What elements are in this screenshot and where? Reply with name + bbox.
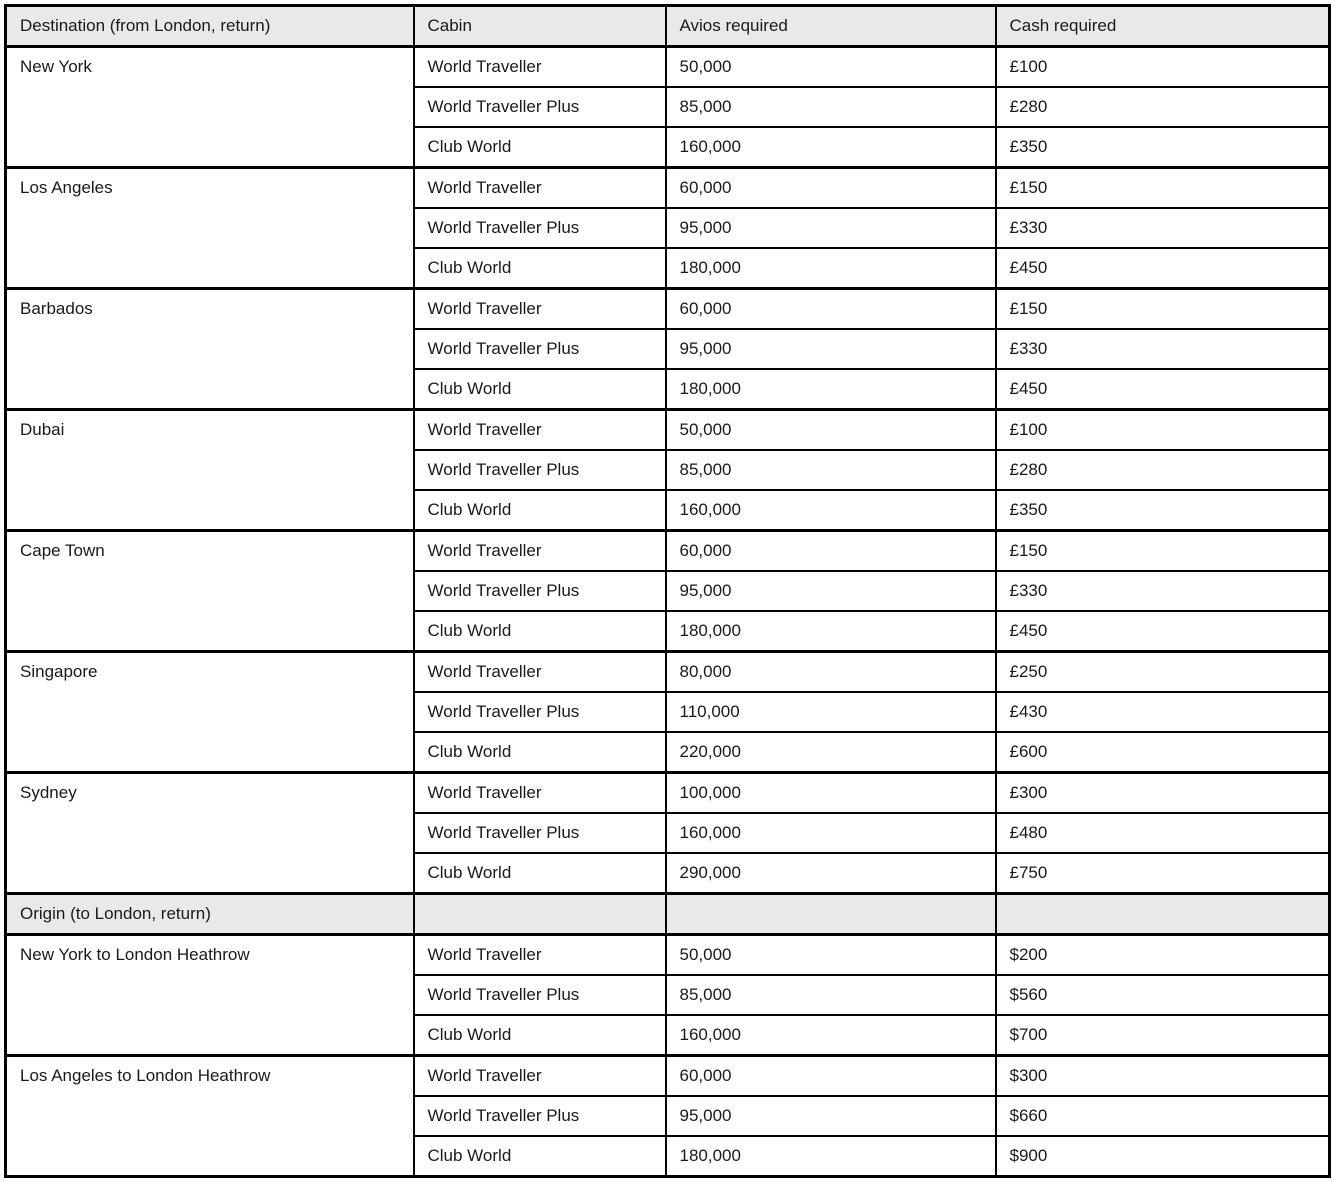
cabin-cell: World Traveller	[414, 773, 666, 814]
cabin-cell: Club World	[414, 853, 666, 894]
cabin-cell: Club World	[414, 248, 666, 289]
origin-section-empty-cell	[996, 894, 1330, 935]
cash-cell: £480	[996, 813, 1330, 853]
cabin-cell: Club World	[414, 1015, 666, 1056]
table-row	[6, 652, 1330, 693]
table-row	[6, 935, 1330, 976]
column-header-cabin: Cabin	[414, 6, 666, 47]
cabin-cell: World Traveller Plus	[414, 450, 666, 490]
cash-cell: $200	[996, 935, 1330, 976]
cabin-cell: World Traveller	[414, 652, 666, 693]
origin-section-row	[6, 894, 1330, 935]
table-row	[6, 289, 1330, 330]
avios-cell: 85,000	[666, 87, 996, 127]
origin-section-label: Origin (to London, return)	[6, 894, 414, 935]
cash-cell: £330	[996, 329, 1330, 369]
destination-cell: Singapore	[6, 652, 414, 773]
cash-cell: £350	[996, 490, 1330, 531]
origin-section-empty-cell	[666, 894, 996, 935]
cash-cell: £250	[996, 652, 1330, 693]
avios-redemption-table	[4, 4, 1331, 1178]
cabin-cell: Club World	[414, 127, 666, 168]
avios-cell: 50,000	[666, 935, 996, 976]
avios-cell: 160,000	[666, 813, 996, 853]
avios-cell: 85,000	[666, 450, 996, 490]
cash-cell: £430	[996, 692, 1330, 732]
cabin-cell: World Traveller Plus	[414, 329, 666, 369]
destination-cell: Barbados	[6, 289, 414, 410]
origin-cell: New York to London Heathrow	[6, 935, 414, 1056]
cabin-cell: World Traveller Plus	[414, 571, 666, 611]
avios-cell: 60,000	[666, 531, 996, 572]
avios-cell: 50,000	[666, 47, 996, 88]
cash-cell: $660	[996, 1096, 1330, 1136]
avios-cell: 180,000	[666, 248, 996, 289]
origin-section-empty-cell	[414, 894, 666, 935]
cabin-cell: World Traveller Plus	[414, 208, 666, 248]
avios-cell: 60,000	[666, 1056, 996, 1097]
cash-cell: £450	[996, 611, 1330, 652]
destination-cell: Los Angeles	[6, 168, 414, 289]
cash-cell: £150	[996, 531, 1330, 572]
cabin-cell: World Traveller	[414, 935, 666, 976]
cabin-cell: Club World	[414, 1136, 666, 1177]
avios-cell: 60,000	[666, 289, 996, 330]
cabin-cell: World Traveller	[414, 531, 666, 572]
header-row	[6, 6, 1330, 47]
cabin-cell: Club World	[414, 611, 666, 652]
avios-cell: 95,000	[666, 1096, 996, 1136]
table-row	[6, 47, 1330, 88]
cabin-cell: Club World	[414, 732, 666, 773]
cash-cell: £100	[996, 410, 1330, 451]
table-row	[6, 168, 1330, 209]
cash-cell: £280	[996, 450, 1330, 490]
avios-cell: 220,000	[666, 732, 996, 773]
avios-cell: 290,000	[666, 853, 996, 894]
avios-cell: 110,000	[666, 692, 996, 732]
table-row	[6, 1056, 1330, 1097]
cash-cell: £330	[996, 208, 1330, 248]
avios-cell: 85,000	[666, 975, 996, 1015]
cash-cell: $900	[996, 1136, 1330, 1177]
cabin-cell: World Traveller	[414, 410, 666, 451]
cash-cell: £100	[996, 47, 1330, 88]
column-header-avios-required: Avios required	[666, 6, 996, 47]
avios-cell: 50,000	[666, 410, 996, 451]
cash-cell: £350	[996, 127, 1330, 168]
cash-cell: £450	[996, 248, 1330, 289]
avios-cell: 180,000	[666, 369, 996, 410]
destination-cell: New York	[6, 47, 414, 168]
table-row	[6, 410, 1330, 451]
avios-cell: 95,000	[666, 571, 996, 611]
column-header-cash-required: Cash required	[996, 6, 1330, 47]
cabin-cell: World Traveller Plus	[414, 975, 666, 1015]
avios-cell: 180,000	[666, 611, 996, 652]
cabin-cell: World Traveller Plus	[414, 87, 666, 127]
cash-cell: $700	[996, 1015, 1330, 1056]
destination-cell: Sydney	[6, 773, 414, 894]
cabin-cell: World Traveller Plus	[414, 1096, 666, 1136]
cabin-cell: Club World	[414, 490, 666, 531]
avios-cell: 95,000	[666, 329, 996, 369]
cash-cell: £280	[996, 87, 1330, 127]
column-header-destination: Destination (from London, return)	[6, 6, 414, 47]
cash-cell: £150	[996, 168, 1330, 209]
cash-cell: £150	[996, 289, 1330, 330]
cash-cell: £750	[996, 853, 1330, 894]
avios-cell: 100,000	[666, 773, 996, 814]
cash-cell: £330	[996, 571, 1330, 611]
avios-cell: 80,000	[666, 652, 996, 693]
cabin-cell: Club World	[414, 369, 666, 410]
cabin-cell: World Traveller	[414, 168, 666, 209]
cabin-cell: World Traveller Plus	[414, 813, 666, 853]
cabin-cell: World Traveller Plus	[414, 692, 666, 732]
cash-cell: £600	[996, 732, 1330, 773]
cash-cell: $560	[996, 975, 1330, 1015]
cabin-cell: World Traveller	[414, 47, 666, 88]
cash-cell: $300	[996, 1056, 1330, 1097]
avios-cell: 180,000	[666, 1136, 996, 1177]
origin-cell: Los Angeles to London Heathrow	[6, 1056, 414, 1177]
destination-cell: Dubai	[6, 410, 414, 531]
cabin-cell: World Traveller	[414, 289, 666, 330]
avios-cell: 160,000	[666, 490, 996, 531]
cash-cell: £450	[996, 369, 1330, 410]
cabin-cell: World Traveller	[414, 1056, 666, 1097]
avios-cell: 95,000	[666, 208, 996, 248]
avios-cell: 60,000	[666, 168, 996, 209]
table-row	[6, 531, 1330, 572]
avios-cell: 160,000	[666, 1015, 996, 1056]
destination-cell: Cape Town	[6, 531, 414, 652]
table-row	[6, 773, 1330, 814]
cash-cell: £300	[996, 773, 1330, 814]
avios-cell: 160,000	[666, 127, 996, 168]
